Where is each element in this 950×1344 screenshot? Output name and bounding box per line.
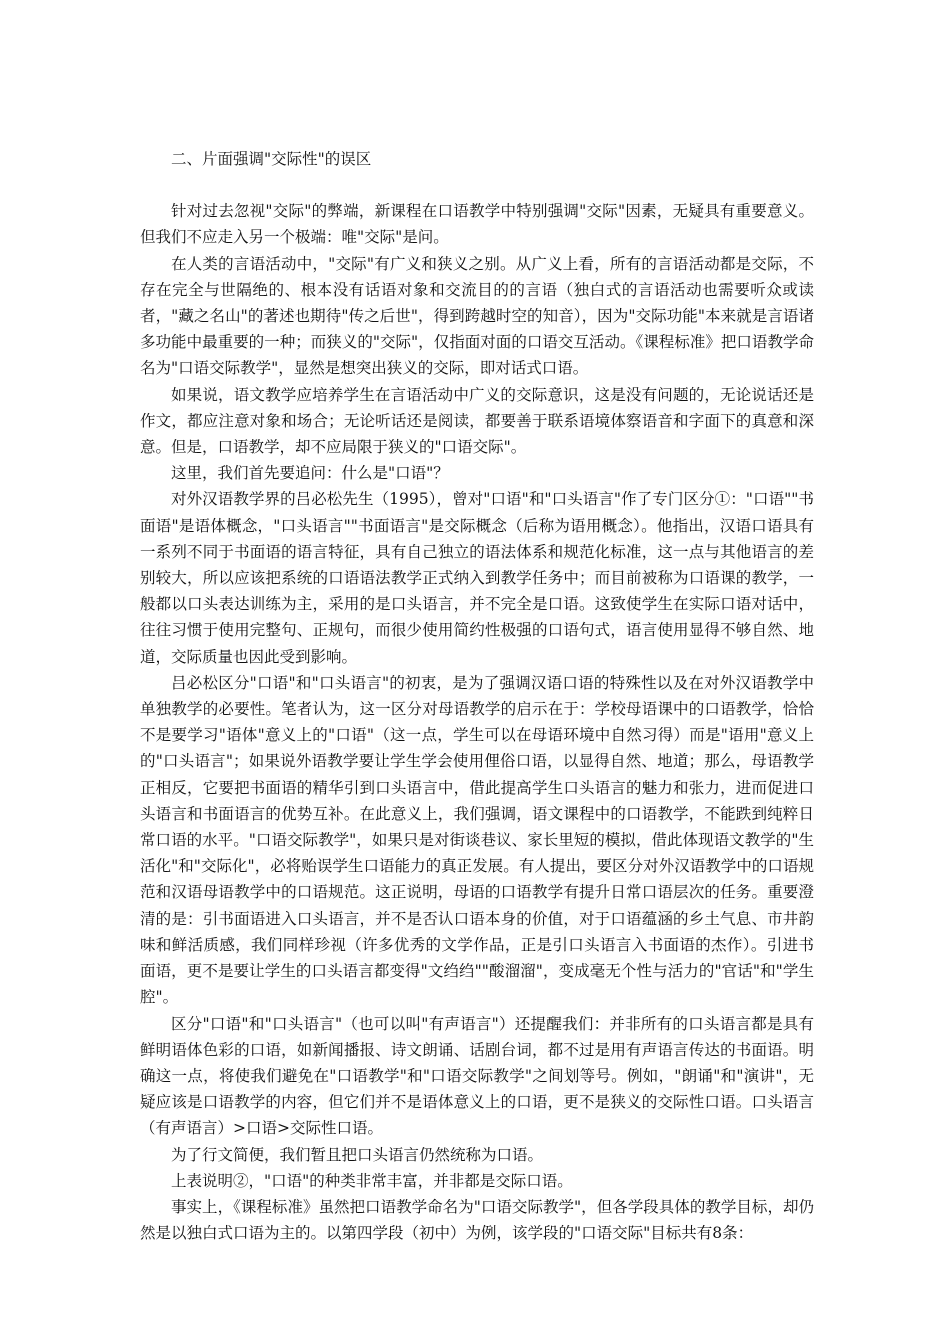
paragraph-4: 这里，我们首先要追问：什么是"口语"？ [171,464,449,483]
document-page [140,146,814,1246]
paragraph-8: 为了行文简便，我们暂且把口头语言仍然统称为口语。 [171,1145,544,1164]
paragraph-9: 上表说明②，"口语"的种类非常丰富，并非都是交际口语。 [171,1171,573,1190]
paragraph-2: 在人类的言语活动中，"交际"有广义和狭义之别。从广义上看，所有的言语活动都是交际，不存在完全与世隔绝的、根本没有话语对象和交流目的的言语（独白式的言语活动也需要听众或读者，"藏之名山"的著述也期待"传之后世"，得到跨越时空的知音），因为"交际功能"本来就是言语诸多功能中最重要的一种；而狭义的"交际"，仅指面对面的口语交互活动。《课程标准》把口语教学命名为"口语交际教学"，显然是想突出狭义的交际，即对话式口语。 [140,254,814,378]
paragraph-1: 针对过去忽视"交际"的弊端，新课程在口语教学中特别强调"交际"因素，无疑具有重要意义。但我们不应走入另一个极端：唯"交际"是问。 [140,202,814,247]
paragraph-5: 对外汉语教学界的吕必松先生（1995），曾对"口语"和"口头语言"作了专门区分①："口语""书面语"是语体概念，"口头语言""书面语言"是交际概念（后称为语用概念）。他指出，汉语口语具有一系列不同于书面语的语言特征，具有自己独立的语法体系和规范化标准，这一点与其他语言的差别较大，所以应该把系统的口语语法教学正式纳入到教学任务中；而目前被称为口语课的教学，一般都以口头表达训练为主，采用的是口头语言，并不完全是口语。这致使学生在实际口语对话中，往往习惯于使用完整句、正规句，而很少使用简约性极强的口语句式，语言使用显得不够自然、地道，交际质量也因此受到影响。 [140,490,814,666]
paragraph-10: 事实上，《课程标准》虽然把口语教学命名为"口语交际教学"，但各学段具体的教学目标，却仍然是以独白式口语为主的。以第四学段（初中）为例，该学段的"口语交际"目标共有8条： [140,1197,814,1243]
section-heading: 二、片面强调"交际性"的误区 [171,150,372,168]
paragraph-7: 区分"口语"和"口头语言"（也可以叫"有声语言"）还提醒我们：并非所有的口头语言都是具有鲜明语体色彩的口语，如新闻播报、诗文朗诵、话剧台词，都不过是用有声语言传达的书面语。明确这一点，将使我们避免在"口语教学"和"口语交际教学"之间划等号。例如，"朗诵"和"演讲"，无疑应该是口语教学的内容，但它们并不是语体意义上的口语，更不是狭义的交际性口语。口头语言（有声语言）>口语>交际性口语。 [140,1014,814,1138]
paragraph-3: 如果说，语文教学应培养学生在言语活动中广义的交际意识，这是没有问题的，无论说话还是作文，都应注意对象和场合；无论听话还是阅读，都要善于联系语境体察语音和字面下的真意和深意。但是，口语教学，却不应局限于狭义的"口语交际"。 [140,385,814,457]
paragraph-6: 吕必松区分"口语"和"口头语言"的初衷，是为了强调汉语口语的特殊性以及在对外汉语教学中单独教学的必要性。笔者认为，这一区分对母语教学的启示在于：学校母语课中的口语教学，恰恰不是要学习"语体"意义上的"口语"（这一点，学生可以在母语环境中自然习得）而是"语用"意义上的"口头语言"；如果说外语教学要让学生学会使用俚俗口语，以显得自然、地道；那么，母语教学正相反，它要把书面语的精华引到口头语言中，借此提高学生口头语言的魅力和张力，进而促进口头语言和书面语言的优势互补。在此意义上，我们强调，语文课程中的口语教学，不能跌到纯粹日常口语的水平。"口语交际教学"，如果只是对街谈巷议、家长里短的模拟，借此体现语文教学的"生活化"和"交际化"，必将贻误学生口语能力的真正发展。有人提出，要区分对外汉语教学中的口语规范和汉语母语教学中的口语规范。这正说明，母语的口语教学有提升日常口语层次的任务。重要澄清的是：引书面语进入口头语言，并不是否认口语本身的价值，对于口语蕴涵的乡土气息、市井韵味和鲜活质感，我们同样珍视（许多优秀的文学作品，正是引口头语言入书面语的杰作）。引进书面语，更不是要让学生的口头语言都变得"文绉绉""酸溜溜"，变成毫无个性与活力的"官话"和"学生腔"。 [140,673,814,1007]
